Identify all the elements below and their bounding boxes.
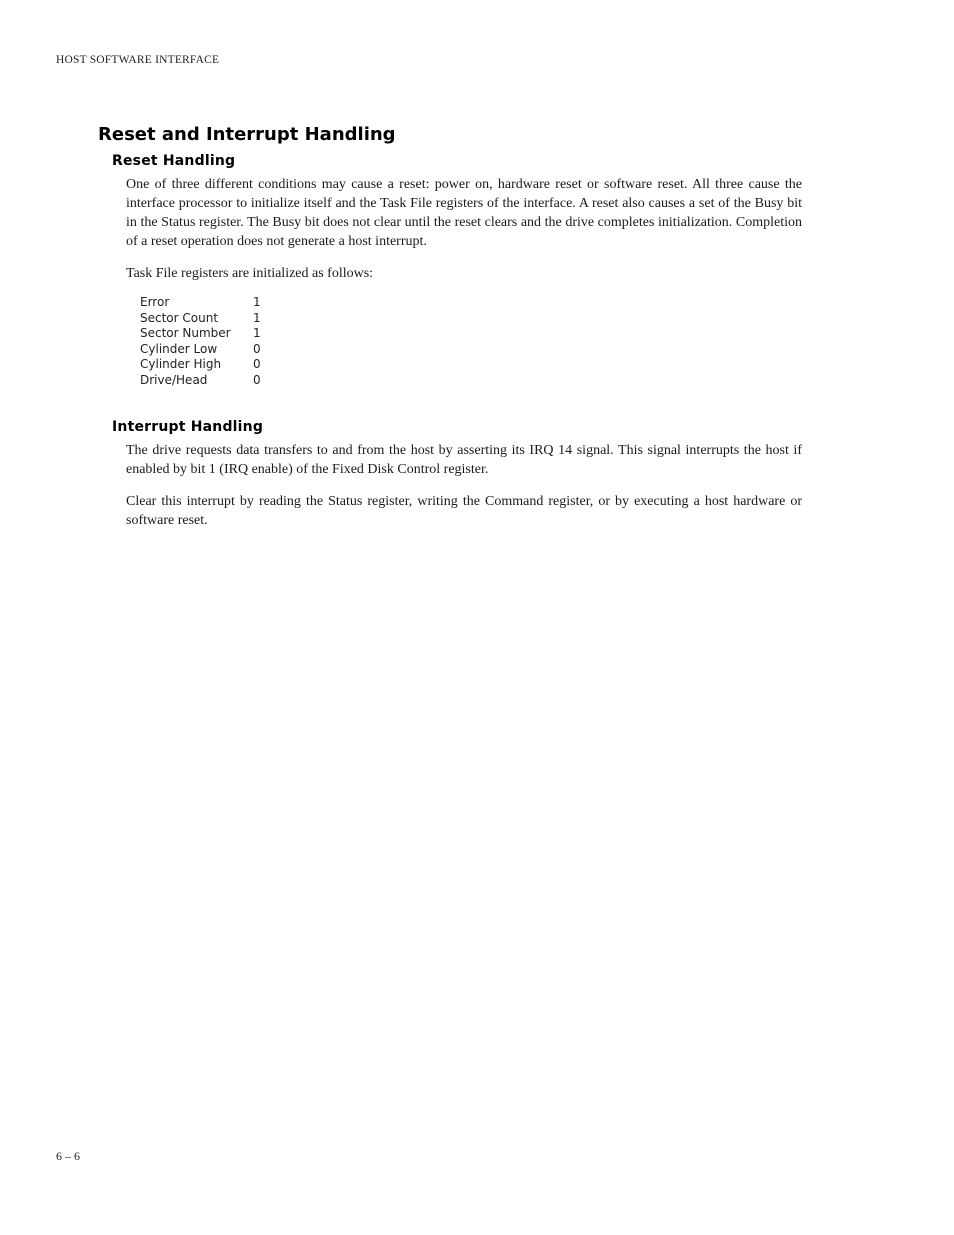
reset-handling-paragraph: One of three different conditions may cause a reset: power on, hardware reset or software reset. All three cause the interface processor to initialize itself and the Task File registers of the interface. A reset also causes a set of the Busy bit in the Status register. The Busy bit does not clear until the reset clears and the drive completes initialization. Completion of a reset operation does not generate a host interrupt. <box>126 177 802 249</box>
table-row <box>140 326 261 342</box>
clear-interrupt-paragraph: Clear this interrupt by reading the Status register, writing the Command register, or by executing a host hardware or software reset. <box>126 494 802 528</box>
register-name: Error <box>140 295 170 309</box>
table-row <box>140 357 261 373</box>
section-title: Reset and Interrupt Handling <box>98 124 396 145</box>
register-name: Cylinder High <box>140 357 222 372</box>
table-row <box>140 373 261 389</box>
register-init-table <box>140 295 261 389</box>
page-number: 6 – 6 <box>56 1149 80 1163</box>
task-file-intro: Task File registers are initialized as follows: <box>126 266 374 281</box>
register-value: 0 <box>253 372 261 387</box>
register-value: 0 <box>253 341 261 356</box>
table-row <box>140 342 261 358</box>
register-name: Sector Number <box>140 326 231 341</box>
register-name: Cylinder Low <box>140 341 218 356</box>
running-header: HOST SOFTWARE INTERFACE <box>56 54 220 66</box>
register-name: Drive/Head <box>140 372 208 387</box>
interrupt-handling-heading: Interrupt Handling <box>112 419 264 435</box>
interrupt-handling-paragraph: The drive requests data transfers to and from the host by asserting its IRQ 14 signal. This signal interrupts the host if enabled by bit 1 (IRQ enable) of the Fixed Disk Control register. <box>126 443 802 477</box>
register-value: 0 <box>253 357 261 372</box>
table-row <box>140 311 261 327</box>
table-row <box>140 295 261 311</box>
register-value: 1 <box>253 326 261 341</box>
reset-handling-heading: Reset Handling <box>112 153 236 169</box>
register-name: Sector Count <box>140 310 219 325</box>
register-value: 1 <box>253 295 261 309</box>
register-value: 1 <box>253 310 261 325</box>
